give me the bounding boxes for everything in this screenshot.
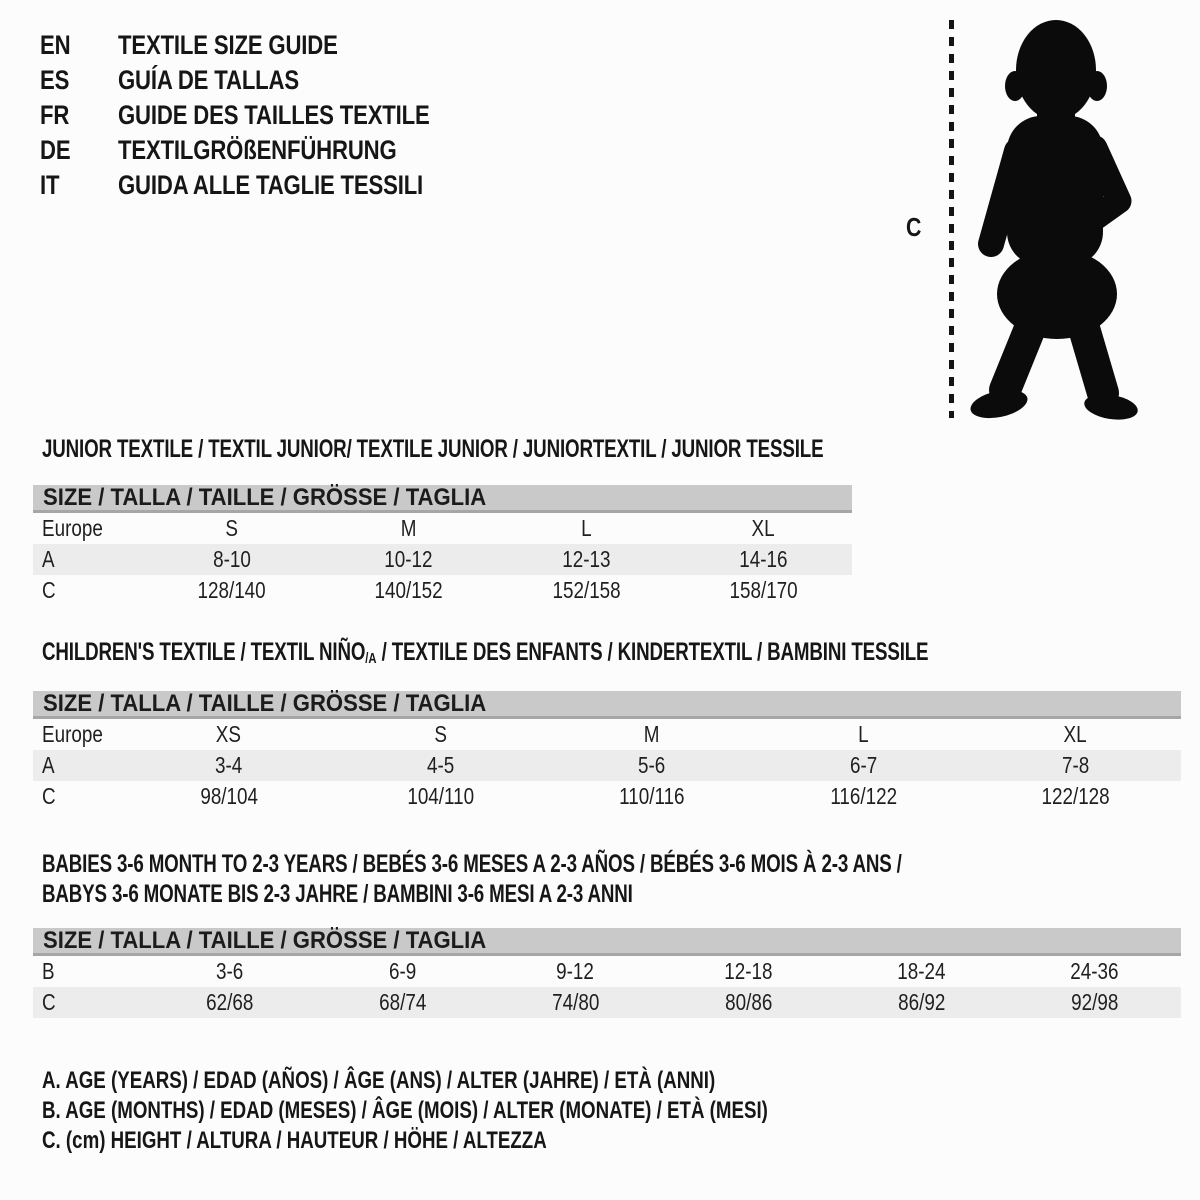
cell-value: 98/104 [199, 783, 258, 809]
cell-value: 12-13 [561, 546, 611, 572]
cell-value: 116/122 [830, 783, 897, 809]
value-cell [1008, 987, 1181, 1018]
table-row [33, 987, 1181, 1018]
cell-value: 68/74 [378, 989, 427, 1015]
value-cell [1008, 956, 1181, 987]
value-cell [835, 956, 1008, 987]
value-cell [143, 987, 316, 1018]
value-cell [969, 719, 1181, 750]
table-title-part: CHILDREN'S TEXTILE / TEXTIL NIÑO [42, 638, 366, 666]
cell-value: 152/158 [552, 577, 621, 603]
value-cell [835, 987, 1008, 1018]
cell-value: 92/98 [1070, 989, 1119, 1015]
value-cell [969, 781, 1181, 812]
language-row [40, 98, 498, 133]
value-cell [335, 719, 547, 750]
table-title-part: BABYS 3-6 MONATE BIS 2-3 JAHRE / BAMBINI 3-6 MESI A 2-3 ANNI [42, 880, 633, 908]
row-label-cell [33, 575, 143, 606]
cell-value: 6-7 [849, 752, 878, 778]
footer-note-text: B. AGE (MONTHS) / EDAD (MESES) / ÂGE (MOIS) / ALTER (MONATE) / ETÀ (MESI) [42, 1097, 768, 1124]
value-cell [123, 781, 335, 812]
value-cell [316, 956, 489, 987]
value-cell [662, 956, 835, 987]
language-list [40, 28, 498, 203]
cell-value: 110/116 [619, 783, 685, 809]
row-label-cell [33, 513, 143, 544]
size-bar [33, 691, 1181, 719]
row-label-cell [33, 781, 123, 812]
value-cell [320, 575, 497, 606]
language-row [40, 133, 498, 168]
cell-value: 122/128 [1041, 783, 1110, 809]
row-label-cell [33, 987, 143, 1018]
cell-value: 62/68 [205, 989, 254, 1015]
language-code: ES [40, 65, 70, 95]
value-cell [489, 956, 662, 987]
table-title-line [42, 637, 1200, 667]
language-code: IT [40, 170, 60, 200]
language-label: TEXTILE SIZE GUIDE [118, 30, 338, 60]
row-label: C [42, 577, 56, 603]
cell-value: 12-18 [724, 958, 773, 984]
table-title-line [42, 849, 1188, 879]
value-cell [969, 750, 1181, 781]
height-label: C [906, 212, 922, 242]
cell-value: 3-6 [215, 958, 244, 984]
table-row [33, 575, 852, 606]
value-cell [675, 544, 852, 575]
footer-notes [42, 1066, 973, 1156]
cell-value: XS [216, 721, 242, 747]
table-title-text [42, 434, 823, 464]
language-code: FR [40, 100, 70, 130]
cell-value: L [858, 721, 869, 747]
row-label-cell [33, 719, 123, 750]
value-cell [143, 956, 316, 987]
cell-value: XL [751, 515, 775, 541]
value-cell [498, 544, 675, 575]
cell-value: M [401, 515, 417, 541]
size-bar-label: SIZE / TALLA / TAILLE / GRÖSSE / TAGLIA [43, 690, 487, 717]
cell-value: 128/140 [197, 577, 266, 603]
footer-note [42, 1126, 973, 1156]
table-title-part: JUNIOR TEXTILE / TEXTIL JUNIOR/ TEXTILE JUNIOR / JUNIORTEXTIL / JUNIOR TESSILE [42, 435, 824, 463]
footer-note [42, 1096, 973, 1126]
value-cell [335, 781, 547, 812]
language-label: TEXTILGRÖßENFÜHRUNG [118, 135, 397, 165]
language-row [40, 63, 498, 98]
language-label: GUÍA DE TALLAS [118, 65, 299, 95]
language-label: GUIDA ALLE TAGLIE TESSILI [118, 170, 424, 200]
title-babies [42, 849, 1188, 909]
value-cell [546, 781, 758, 812]
cell-value: XL [1063, 721, 1087, 747]
language-code: DE [40, 135, 71, 165]
title-children [42, 637, 1200, 667]
value-cell [143, 544, 320, 575]
value-cell [316, 987, 489, 1018]
size-bar-label: SIZE / TALLA / TAILLE / GRÖSSE / TAGLIA [43, 484, 487, 511]
cell-value: 86/92 [897, 989, 946, 1015]
table-title-part: / TEXTILE DES ENFANTS / KINDERTEXTIL / BAMBINI TESSILE [376, 638, 929, 666]
value-cell [143, 513, 320, 544]
row-label-cell [33, 750, 123, 781]
cell-value: M [644, 721, 660, 747]
cell-value: 74/80 [551, 989, 600, 1015]
table-title-text [42, 849, 902, 879]
cell-value: 14-16 [739, 546, 788, 572]
row-label: A [42, 546, 55, 572]
cell-value: 140/152 [374, 577, 443, 603]
size-bar-label: SIZE / TALLA / TAILLE / GRÖSSE / TAGLIA [43, 927, 487, 954]
size-table-children [33, 691, 1181, 812]
table-title-part: BABIES 3-6 MONTH TO 2-3 YEARS / BEBÉS 3-6 MESES A 2-3 AÑOS / BÉBÉS 3-6 MOIS À 2-3 ANS / [42, 850, 902, 878]
row-label: C [42, 989, 56, 1015]
value-cell [143, 575, 320, 606]
cell-value: 9-12 [556, 958, 595, 984]
row-label: B [42, 958, 55, 984]
value-cell [758, 781, 970, 812]
cell-value: 7-8 [1061, 752, 1089, 778]
value-cell [123, 750, 335, 781]
cell-value: 8-10 [212, 546, 251, 572]
table-title-text [42, 637, 928, 671]
value-cell [675, 575, 852, 606]
cell-value: 10-12 [384, 546, 433, 572]
cell-value: 24-36 [1070, 958, 1119, 984]
language-code: EN [40, 30, 71, 60]
cell-value: 3-4 [215, 752, 243, 778]
row-label-cell [33, 544, 143, 575]
cell-value: 18-24 [897, 958, 946, 984]
row-label: C [42, 783, 56, 809]
value-cell [675, 513, 852, 544]
size-table-junior [33, 485, 852, 606]
title-junior [42, 434, 1084, 464]
cell-value: 5-6 [638, 752, 666, 778]
value-cell [123, 719, 335, 750]
footer-note-text: C. (cm) HEIGHT / ALTURA / HAUTEUR / HÖHE / ALTEZZA [42, 1127, 547, 1154]
cell-value: 104/110 [407, 783, 474, 809]
language-label: GUIDE DES TAILLES TEXTILE [118, 100, 430, 130]
value-cell [489, 987, 662, 1018]
value-cell [498, 575, 675, 606]
footer-note [42, 1066, 973, 1096]
height-marker-dashed-line [949, 20, 954, 418]
cell-value: L [580, 515, 592, 541]
table-row [33, 750, 1181, 781]
value-cell [320, 513, 497, 544]
table-title-line [42, 434, 1084, 464]
row-label-cell [33, 956, 143, 987]
table-title-line [42, 879, 1188, 909]
cell-value: 158/170 [729, 577, 798, 603]
cell-value: 80/86 [724, 989, 773, 1015]
table-title-text [42, 879, 633, 909]
value-cell [320, 544, 497, 575]
value-cell [546, 719, 758, 750]
table-row [33, 513, 852, 544]
cell-value: 6-9 [388, 958, 417, 984]
footer-note-text: A. AGE (YEARS) / EDAD (AÑOS) / ÂGE (ANS) / ALTER (JAHRE) / ETÀ (ANNI) [42, 1067, 716, 1094]
table-row [33, 544, 852, 575]
language-row [40, 28, 498, 63]
table-row [33, 781, 1181, 812]
table-row [33, 719, 1181, 750]
value-cell [758, 750, 970, 781]
cell-value: S [225, 515, 238, 541]
cell-value: 4-5 [426, 752, 455, 778]
table-title-subscript: /A [365, 650, 377, 667]
value-cell [662, 987, 835, 1018]
table-row [33, 956, 1181, 987]
row-label: Europe [42, 721, 103, 747]
language-row [40, 168, 498, 203]
size-bar [33, 485, 852, 513]
value-cell [335, 750, 547, 781]
row-label: A [42, 752, 55, 778]
toddler-silhouette-icon [955, 16, 1155, 420]
cell-value: S [434, 721, 447, 747]
value-cell [498, 513, 675, 544]
value-cell [546, 750, 758, 781]
value-cell [758, 719, 970, 750]
row-label: Europe [42, 515, 103, 541]
size-table-babies [33, 928, 1181, 1018]
size-bar [33, 928, 1181, 956]
